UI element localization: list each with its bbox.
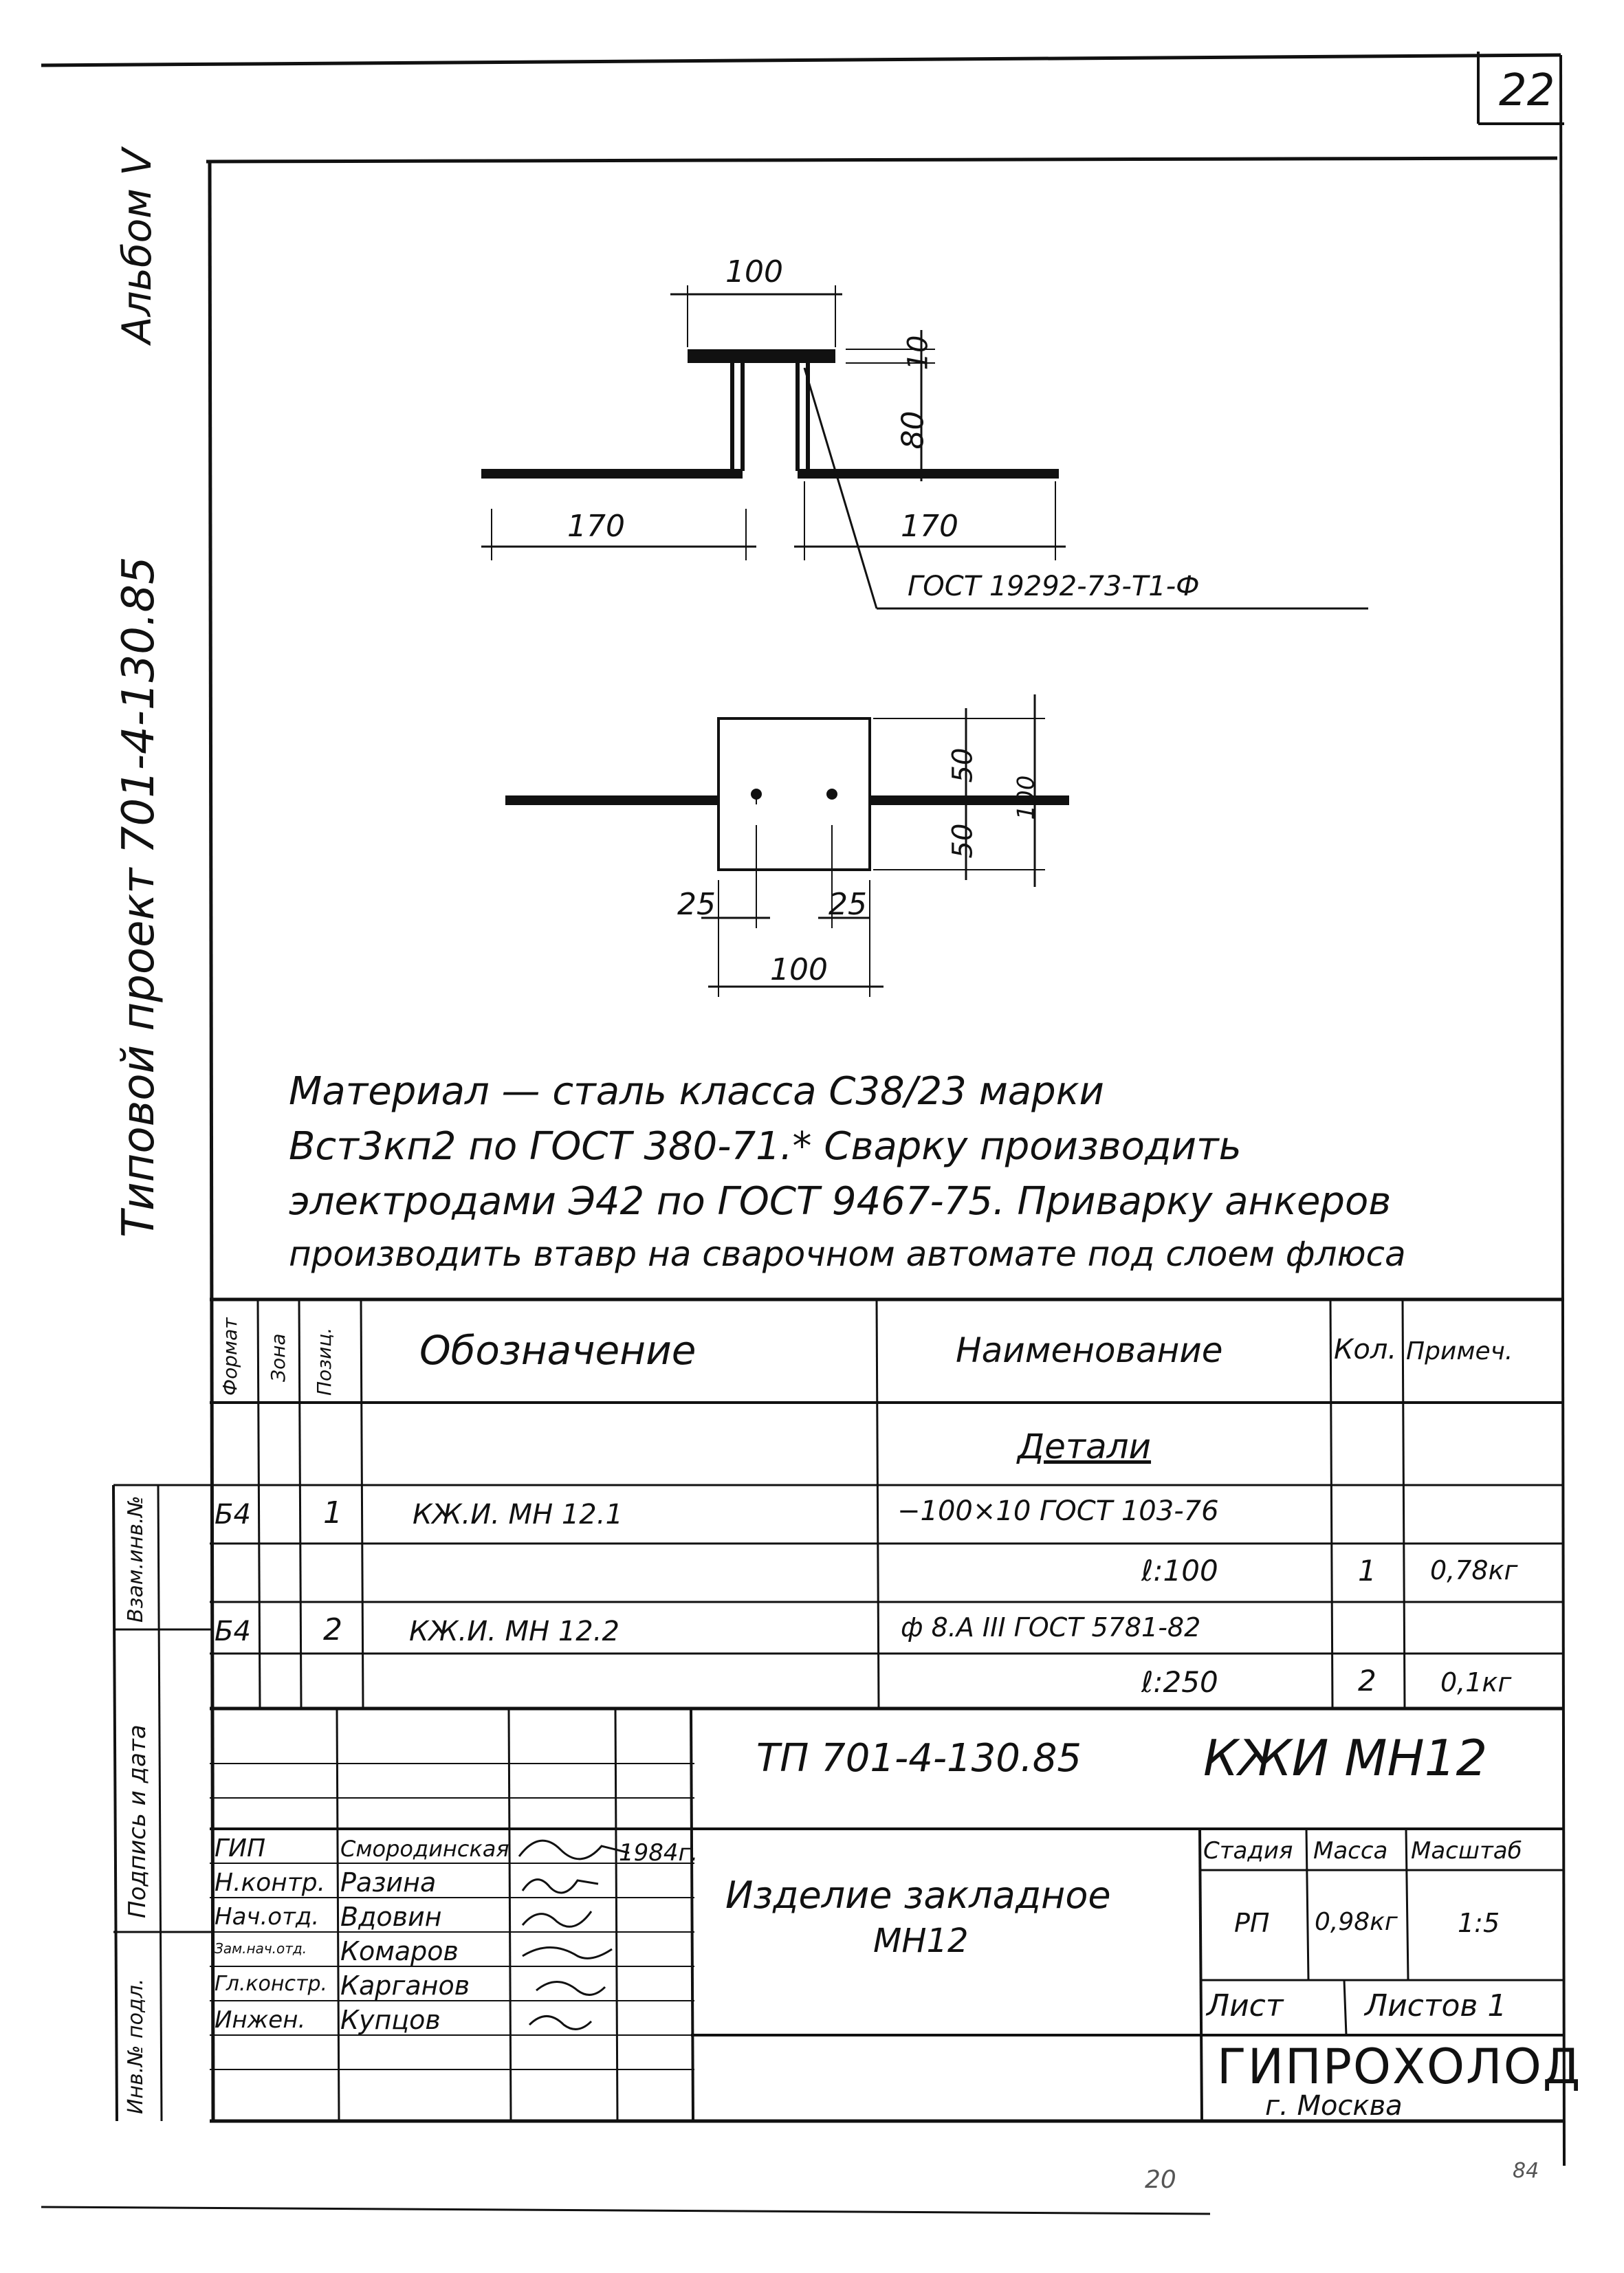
section-title: Детали	[1018, 1427, 1152, 1467]
header-qty: Кол.	[1334, 1334, 1397, 1365]
row4-name: ℓ:250	[1141, 1665, 1218, 1699]
note-line-4: производить втавр на сварочном автомате под слоем флюса	[289, 1234, 1406, 1274]
signer-role-5: Гл.констр.	[215, 1972, 328, 1996]
signer-role-4: Зам.нач.отд.	[215, 1940, 307, 1957]
row2-qty: 1	[1358, 1554, 1376, 1588]
note-line-2: Вст3кп2 по ГОСТ 380-71.* Сварку производить	[289, 1124, 1242, 1169]
scale-value: 1:5	[1458, 1908, 1500, 1938]
mass-label: Масса	[1313, 1837, 1388, 1865]
header-note: Примеч.	[1406, 1337, 1513, 1365]
signer-name-2: Разина	[340, 1867, 437, 1898]
dim-plate-thickness: 10	[902, 335, 934, 371]
scale-label: Масштаб	[1411, 1837, 1522, 1865]
header-position: Позиц.	[313, 1327, 336, 1396]
dim-left-leg: 170	[567, 509, 625, 544]
strip-label-replace: Взам.инв.№	[124, 1495, 148, 1623]
leader-label: ГОСТ 19292-73-Т1-Ф	[908, 571, 1200, 602]
stage-label: Стадия	[1203, 1837, 1293, 1865]
row3-name: ф 8.А III ГОСТ 5781-82	[901, 1612, 1201, 1643]
footer-center-mark: 20	[1145, 2166, 1176, 2194]
row3-position: 2	[323, 1612, 342, 1647]
doc-code: ТП 701-4-130.85	[756, 1736, 1082, 1781]
sheet-number: 22	[1499, 65, 1555, 116]
note-line-3: электродами Э42 по ГОСТ 9467-75. Приварку анкеров	[289, 1179, 1392, 1224]
signer-name-3: Вдовин	[340, 1902, 442, 1932]
org-name: ГИПРОХОЛОД	[1217, 2039, 1582, 2095]
mass-value: 0,98кг	[1315, 1908, 1398, 1936]
row1-name: −100×10 ГОСТ 103-76	[897, 1495, 1219, 1527]
sign-year: 1984г.	[619, 1839, 699, 1867]
row1-designation: КЖ.И. МН 12.1	[413, 1499, 623, 1530]
signer-role-3: Нач.отд.	[215, 1903, 320, 1931]
row1-format: Б4	[215, 1499, 251, 1530]
signer-name-1: Смородинская	[340, 1836, 509, 1862]
stage-value: РП	[1234, 1908, 1270, 1938]
row4-note: 0,1кг	[1440, 1667, 1512, 1698]
row2-name: ℓ:100	[1141, 1554, 1218, 1588]
header-designation: Обозначение	[419, 1327, 696, 1374]
signer-name-5: Карганов	[340, 1970, 470, 2001]
signer-name-4: Комаров	[340, 1936, 459, 1966]
signer-name-6: Купцов	[340, 2005, 441, 2035]
strip-label-sign-date: Подпись и дата	[124, 1724, 151, 1918]
header-format: Формат	[219, 1317, 241, 1396]
org-city: г. Москва	[1265, 2090, 1403, 2122]
dim-right-leg: 170	[901, 509, 958, 544]
project-label: Типовой проект 701-4-130.85	[113, 556, 164, 1238]
strip-label-inv: Инв.№ подл.	[124, 1978, 148, 2114]
dim-height: 80	[895, 410, 931, 450]
dim-plate-width: 100	[725, 254, 783, 289]
dim-bottom-half: 50	[947, 823, 979, 859]
row4-qty: 2	[1358, 1664, 1376, 1698]
dim-left-offset: 25	[677, 887, 716, 922]
dim-top-half: 50	[947, 747, 979, 783]
footer-right-mark: 84	[1513, 2159, 1539, 2183]
signer-role-2: Н.контр.	[215, 1869, 326, 1897]
doc-name-line1: Изделие закладное	[725, 1874, 1111, 1917]
row3-format: Б4	[215, 1616, 251, 1647]
album-label: Альбом V	[113, 148, 160, 344]
note-line-1: Материал — сталь класса С38/23 марки	[289, 1069, 1104, 1114]
signer-role-1: ГИП	[215, 1834, 266, 1863]
row2-note: 0,78кг	[1430, 1555, 1518, 1585]
header-zone: Зона	[267, 1333, 289, 1382]
dim-total-height: 100	[1012, 775, 1040, 820]
dim-width: 100	[770, 952, 828, 987]
sheets-label: Листов 1	[1365, 1988, 1507, 2023]
sheet-label: Лист	[1207, 1988, 1284, 2023]
row3-designation: КЖ.И. МН 12.2	[409, 1616, 619, 1647]
signer-role-6: Инжен.	[215, 2006, 306, 2034]
doc-mark: КЖИ МН12	[1203, 1729, 1488, 1787]
doc-name-line2: МН12	[873, 1922, 969, 1960]
row1-position: 1	[323, 1495, 342, 1530]
header-name: Наименование	[956, 1330, 1223, 1370]
dim-right-offset: 25	[829, 887, 867, 922]
